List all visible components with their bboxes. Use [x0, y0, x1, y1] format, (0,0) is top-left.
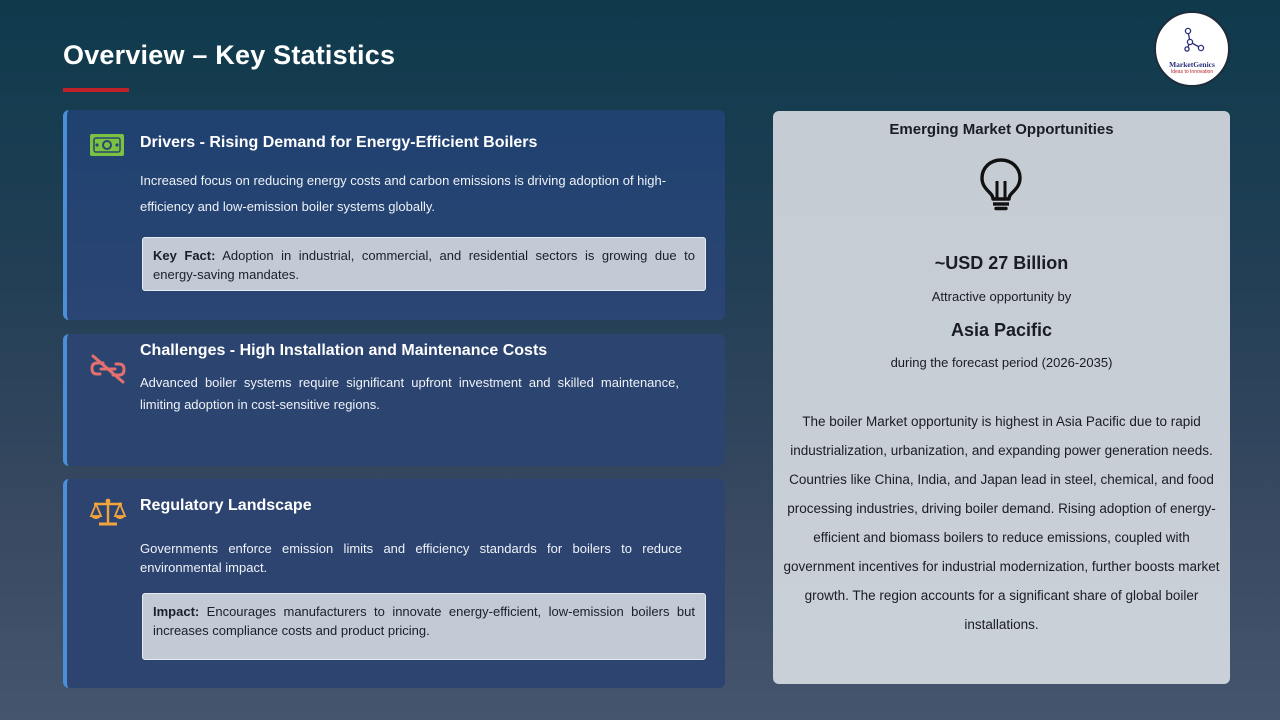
forecast-period: during the forecast period (2026-2035): [890, 355, 1113, 370]
challenges-card: [63, 334, 725, 466]
network-icon: [1183, 27, 1205, 53]
key-fact-label: Key Fact:: [153, 248, 216, 263]
drivers-title: Drivers - Rising Demand for Energy-Efficient Boilers: [140, 134, 538, 151]
page-title: Overview – Key Statistics: [63, 40, 396, 70]
title-underline: [63, 88, 129, 92]
scales-icon: [89, 497, 127, 534]
lightbulb-icon: [978, 157, 1024, 216]
impact-label: Impact:: [153, 604, 200, 619]
company-logo: [1154, 11, 1230, 87]
regulatory-card: [63, 479, 725, 688]
logo-name: MarketGenics: [1169, 60, 1215, 69]
opportunity-caption: Attractive opportunity by: [931, 289, 1072, 304]
opportunity-description: The boiler Market opportunity is highest in Asia Pacific due to rapid industrialization, urbanization, and expanding power generation needs. Countries like China, India, and Japan lead in steel, chemical, and food processing industries, driving boiler demand. Rising adoption of energy-efficient and biomass boilers to reduce emissions, coupled with government incentives for industrial modernization, further boosts market growth. The region accounts for a significant share of global boiler installations.: [783, 414, 1220, 632]
opportunity-panel: [773, 111, 1230, 684]
drivers-card: [63, 110, 725, 320]
challenges-description: Advanced boiler systems require significant upfront investment and skilled maintenance, limiting adoption in cost-sensitive regions.: [140, 375, 679, 412]
opportunity-title: Emerging Market Opportunities: [889, 121, 1114, 138]
key-fact-box: [142, 237, 706, 291]
key-fact-text: Adoption in industrial, commercial, and residential sectors is growing due to energy-saving mandates.: [153, 248, 695, 282]
broken-link-icon: [89, 354, 127, 389]
market-value: ~USD 27 Billion: [934, 253, 1069, 273]
drivers-description: Increased focus on reducing energy costs and carbon emissions is driving adoption of high-efficiency and low-emission boiler systems globally.: [140, 173, 667, 214]
challenges-title: Challenges - High Installation and Maintenance Costs: [140, 342, 548, 359]
logo-tagline: Ideas to Innovation: [1170, 69, 1214, 75]
regulatory-description: Governments enforce emission limits and efficiency standards for boilers to reduce environmental impact.: [140, 541, 682, 575]
regulatory-title: Regulatory Landscape: [140, 497, 312, 514]
impact-box: [142, 593, 706, 660]
impact-text: Encourages manufacturers to innovate energy-efficient, low-emission boilers but increases compliance costs and product pricing.: [153, 604, 695, 638]
region-name: Asia Pacific: [950, 320, 1053, 340]
money-icon: [89, 132, 125, 163]
